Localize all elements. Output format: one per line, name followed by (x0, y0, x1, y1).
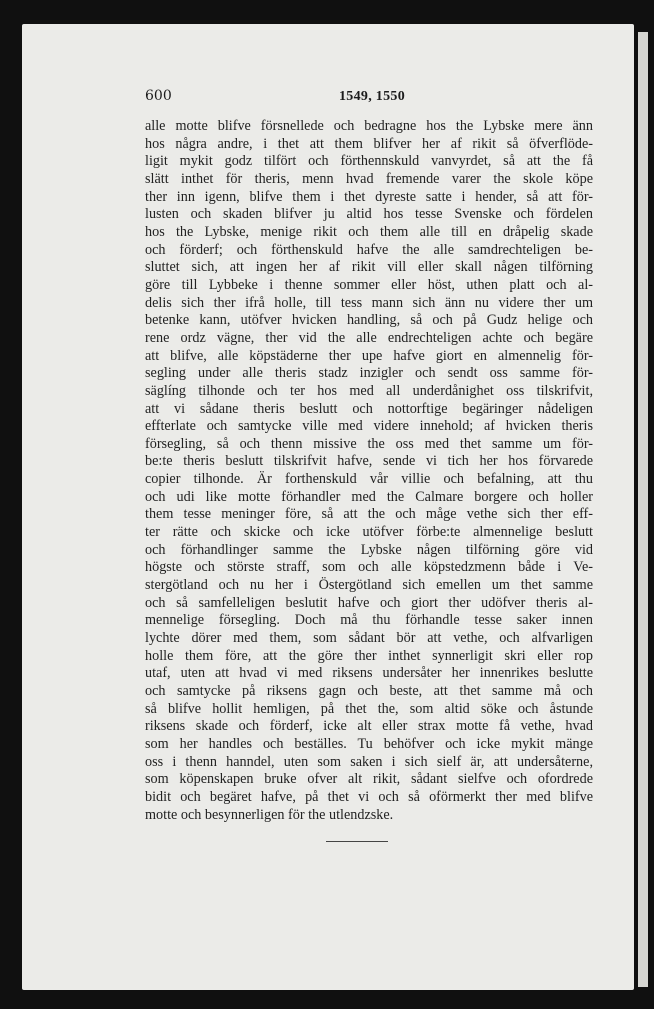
text-line: ther inn igenn, blifve them i thet dyreste satte i hender, så att för- (145, 188, 593, 205)
text-line: lusten och skaden blifver ju altid hos tesse Svenske och fördelen (145, 206, 593, 223)
text-line: ter rätte och skicke och icke utöfver förbe:te almennelige beslutt (145, 524, 593, 541)
text-line: och udi like motte förhandler med the Calmare borgere och holler (145, 488, 593, 505)
text-line: göre till Lybbeke i thenne sommer eller höst, uthen platt och al- (145, 276, 593, 293)
text-line: riksens skade och förderf, icke alt eller strax motte få vethe, hvad (145, 718, 593, 735)
text-line: oss i thenn hanndel, uten som saken i sich sielf är, att undersåterne, (145, 753, 593, 770)
text-line: stergötland och nu her i Östergötland sich emellen um thet samme (145, 577, 593, 594)
text-line: hos the Lybske, menige rikit och them alle till en dråpelig skade (145, 223, 593, 240)
text-line: rene ordz vägne, ther vid the alle endrechteligen achte och begäre (145, 329, 593, 346)
text-line: them tesse meninger före, så att the och måge vethe sich ther eff- (145, 506, 593, 523)
text-line: be:te theris beslutt tilskrifvit hafve, sende vi tich her hos förvarede (145, 453, 593, 470)
text-line: högste och störste straff, som och alle köpstedzmenn både i Ve- (145, 559, 593, 576)
page-number: 600 (145, 88, 172, 104)
text-line: alle motte blifve försnellede och bedragne hos the Lybske mere änn (145, 118, 593, 134)
text-line: delis sich ther ifrå holle, till tess mann sich änn nu videre ther um (145, 294, 593, 311)
page-header (145, 88, 605, 108)
next-page-edge (638, 32, 648, 987)
text-line: som köpenskapen bruke ofver alt rikit, sådant sielfve och ofordrede (145, 771, 593, 788)
text-line: så blifve hollit hemligen, på thet the, som altid söke och åstunde (145, 700, 593, 717)
text-line: slätt inthet för theris, menn hvad fremende varer the skole köpe (145, 170, 593, 187)
text-line: försegling, så och thenn missive the oss med thet samme um för- (145, 435, 593, 452)
text-line: och samtycke på riksens gagn och beste, att thet samme må och (145, 683, 593, 699)
text-line: att vi sådane theris beslutt och nottorftige begäringer nådeligen (145, 400, 593, 417)
text-line: lychte dörer med them, som sådant bör att vethe, och alfvarligen (145, 630, 593, 647)
text-line: och förderf; och förthenskuld hafve the alle samdrechteligen be- (145, 241, 593, 258)
text-line: segling under alle theris stadz inzigler och sendt oss samme för- (145, 365, 593, 382)
text-line: mennelige försegling. Doch må thu förhandle tesse saker innen (145, 612, 593, 629)
closing-rule (326, 841, 388, 842)
text-line: säglíng tilhonde och ter hos med all underdånighet oss tilskrifvit, (145, 382, 593, 399)
text-line: som her handles och beställes. Tu behöfver och icke mykit mänge (145, 735, 593, 752)
text-line: effterlate och samtycke ville med videre innehold; af hvicken theris (145, 418, 593, 435)
text-line: betenke kann, utöfver hvicken handling, så och på Gudz helige och (145, 312, 593, 329)
body-text (145, 118, 593, 824)
text-line: att blifve, alle köpstäderne ther upe hafve giort en almennelig för- (145, 347, 593, 364)
text-line: bidit och begäret hafve, på thet vi och så oförmerkt ther med blifve (145, 788, 593, 805)
text-line: sluttet sich, att ingen her af rikit vill eller skall någen tilförning (145, 259, 593, 276)
text-line: utaf, uten att hvad vi med riksens undersåter her innenrikes beslutte (145, 665, 593, 682)
running-head: 1549, 1550 (339, 89, 405, 104)
text-line: ligit mykit godz tilfört och förthennskuld vanvyrdet, så att the få (145, 153, 593, 170)
text-line: hos några andre, i thet att them blifver her af rikit så öfverflöde- (145, 135, 593, 152)
text-line: och så samfelleligen beslutit hafve och giort ther udöfver theris al- (145, 594, 593, 611)
text-line: holle them före, att the göre ther inthet synnerligit skri eller rop (145, 647, 593, 664)
text-line: och förhandlinger samme the Lybske någen tilförning göre vid (145, 541, 593, 558)
text-line: copier tilhonde. Är forthenskuld vår villie och befalning, att thu (145, 471, 593, 488)
text-line: motte och besynnerligen för the utlendzske. (145, 806, 394, 823)
